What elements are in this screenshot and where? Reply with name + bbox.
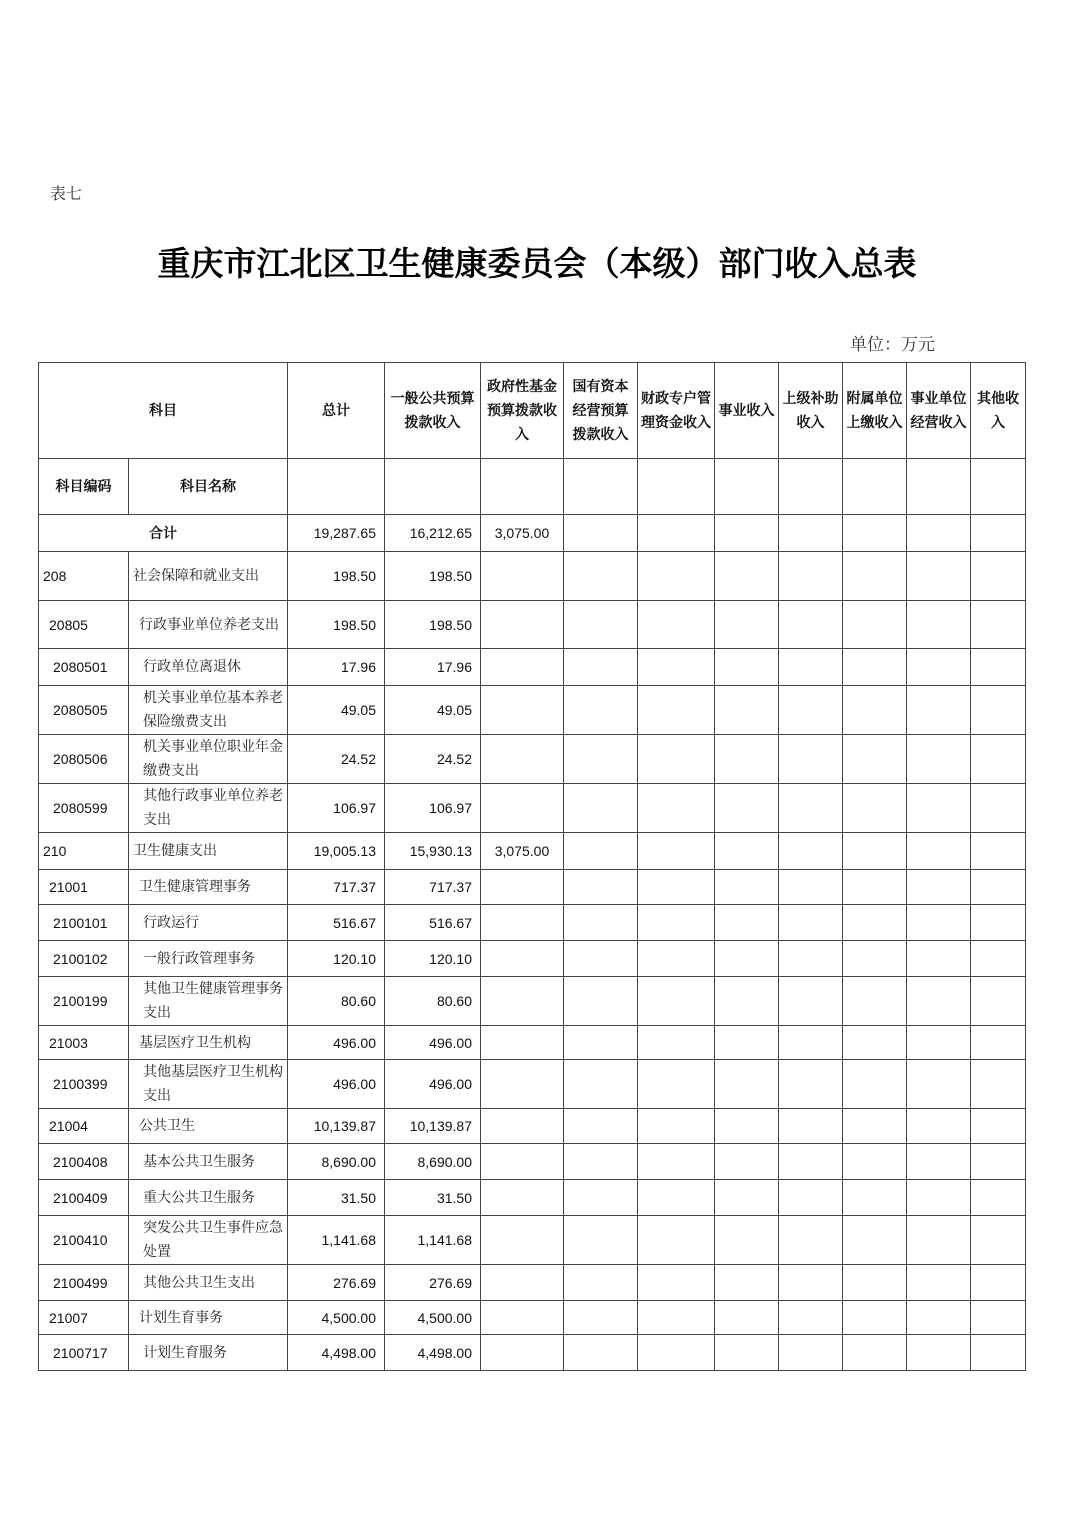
row-total: 198.50 [288, 601, 385, 649]
unit-label: 单位：万元 [850, 335, 935, 355]
empty-cell [779, 649, 843, 686]
empty-cell [971, 833, 1026, 870]
row-general: 8,690.00 [385, 1144, 481, 1180]
empty-cell [779, 552, 843, 601]
empty-cell [564, 649, 638, 686]
empty-cell [843, 905, 907, 941]
empty-cell [715, 833, 779, 870]
empty-cell [779, 1026, 843, 1060]
row-fund [481, 977, 564, 1026]
empty-cell [779, 833, 843, 870]
table-row [39, 1144, 1026, 1180]
empty-cell [564, 833, 638, 870]
empty-cell [564, 941, 638, 977]
row-fund [481, 686, 564, 735]
row-code: 2080506 [39, 735, 129, 784]
empty-cell [971, 941, 1026, 977]
row-code: 21007 [39, 1301, 129, 1335]
table-label: 表七 [50, 184, 83, 203]
empty-cell [715, 735, 779, 784]
row-fund [481, 1335, 564, 1371]
empty-cell [715, 1301, 779, 1335]
row-general: 1,141.68 [385, 1216, 481, 1265]
empty-cell [564, 1109, 638, 1144]
table-body [39, 515, 1026, 1371]
table-row [39, 1216, 1026, 1265]
empty-cell [564, 1265, 638, 1301]
empty-cell [638, 905, 715, 941]
table-row [39, 833, 1026, 870]
empty-cell [843, 1109, 907, 1144]
row-general: 516.67 [385, 905, 481, 941]
table-row [39, 1335, 1026, 1371]
row-total: 496.00 [288, 1026, 385, 1060]
row-name: 公共卫生 [129, 1109, 288, 1144]
row-name: 卫生健康支出 [129, 833, 288, 870]
empty-cell [638, 552, 715, 601]
row-name: 行政单位离退休 [129, 649, 288, 686]
row-name: 重大公共卫生服务 [129, 1180, 288, 1216]
row-fund [481, 1216, 564, 1265]
table-row [39, 1265, 1026, 1301]
empty-cell [971, 905, 1026, 941]
row-code: 2080599 [39, 784, 129, 833]
empty-cell [715, 870, 779, 905]
empty-cell [971, 1144, 1026, 1180]
empty-cell [779, 1335, 843, 1371]
empty-cell [638, 1265, 715, 1301]
empty-cell [971, 601, 1026, 649]
empty-cell [715, 552, 779, 601]
row-total: 1,141.68 [288, 1216, 385, 1265]
empty-cell [779, 1216, 843, 1265]
empty-cell [779, 905, 843, 941]
empty-cell [638, 977, 715, 1026]
empty-cell [907, 870, 971, 905]
header-other-income: 其他收入 [971, 363, 1026, 459]
empty-cell [638, 601, 715, 649]
total-value: 19,287.65 [288, 515, 385, 552]
empty-cell [971, 1026, 1026, 1060]
empty-cell [715, 649, 779, 686]
table-row [39, 977, 1026, 1026]
row-general: 276.69 [385, 1265, 481, 1301]
empty-cell [715, 1265, 779, 1301]
empty-cell [564, 784, 638, 833]
table-row [39, 1060, 1026, 1109]
empty-cell [971, 1335, 1026, 1371]
empty-cell [638, 833, 715, 870]
row-fund [481, 1026, 564, 1060]
empty-cell [779, 1144, 843, 1180]
empty-cell [843, 784, 907, 833]
empty-cell [907, 601, 971, 649]
empty-cell [715, 1026, 779, 1060]
empty-cell [907, 1180, 971, 1216]
table-row [39, 649, 1026, 686]
page-title: 重庆市江北区卫生健康委员会（本级）部门收入总表 [157, 244, 917, 283]
empty-cell [907, 1335, 971, 1371]
empty-cell [715, 784, 779, 833]
empty-cell [715, 601, 779, 649]
empty-cell [638, 870, 715, 905]
empty-cell [971, 870, 1026, 905]
empty-cell [779, 686, 843, 735]
header-code: 科目编码 [39, 459, 129, 515]
empty-cell [564, 1335, 638, 1371]
row-name: 突发公共卫生事件应急处置 [129, 1216, 288, 1265]
table-row [39, 1109, 1026, 1144]
empty-cell [715, 1144, 779, 1180]
empty-cell [971, 1180, 1026, 1216]
row-code: 2100410 [39, 1216, 129, 1265]
row-name: 机关事业单位基本养老保险缴费支出 [129, 686, 288, 735]
empty-cell [843, 1180, 907, 1216]
header-state-capital: 国有资本经营预算拨款收入 [564, 363, 638, 459]
row-fund [481, 552, 564, 601]
row-fund [481, 1144, 564, 1180]
empty-cell [715, 1060, 779, 1109]
row-general: 717.37 [385, 870, 481, 905]
empty-cell [907, 1265, 971, 1301]
header-business-income: 事业收入 [715, 363, 779, 459]
empty-cell [638, 1216, 715, 1265]
row-code: 2100399 [39, 1060, 129, 1109]
row-code: 210 [39, 833, 129, 870]
row-fund [481, 784, 564, 833]
header-business-operation: 事业单位经营收入 [907, 363, 971, 459]
table-row [39, 870, 1026, 905]
empty-cell [971, 552, 1026, 601]
row-name: 一般行政管理事务 [129, 941, 288, 977]
row-fund [481, 735, 564, 784]
row-general: 10,139.87 [385, 1109, 481, 1144]
header-subject: 科目 [39, 363, 288, 459]
empty-cell [638, 1180, 715, 1216]
row-general: 80.60 [385, 977, 481, 1026]
empty-cell [907, 552, 971, 601]
row-general: 496.00 [385, 1060, 481, 1109]
row-total: 80.60 [288, 977, 385, 1026]
empty-cell [971, 686, 1026, 735]
empty-cell [843, 686, 907, 735]
table-row [39, 686, 1026, 735]
row-general: 106.97 [385, 784, 481, 833]
table-row [39, 941, 1026, 977]
empty-cell [907, 941, 971, 977]
empty-cell [971, 649, 1026, 686]
header-general-budget: 一般公共预算拨款收入 [385, 363, 481, 459]
row-total: 4,498.00 [288, 1335, 385, 1371]
empty-cell [843, 552, 907, 601]
row-total: 198.50 [288, 552, 385, 601]
row-total: 49.05 [288, 686, 385, 735]
empty-cell [843, 601, 907, 649]
row-fund [481, 1265, 564, 1301]
empty-cell [907, 1026, 971, 1060]
header-affiliated-payment: 附属单位上缴收入 [843, 363, 907, 459]
empty-cell [843, 870, 907, 905]
row-general: 31.50 [385, 1180, 481, 1216]
empty-cell [843, 1335, 907, 1371]
row-total: 276.69 [288, 1265, 385, 1301]
row-general: 4,500.00 [385, 1301, 481, 1335]
empty-cell [779, 870, 843, 905]
row-fund: 3,075.00 [481, 833, 564, 870]
empty-cell [907, 1216, 971, 1265]
row-code: 2100408 [39, 1144, 129, 1180]
empty-cell [779, 1180, 843, 1216]
row-total: 24.52 [288, 735, 385, 784]
row-code: 2100199 [39, 977, 129, 1026]
row-name: 行政运行 [129, 905, 288, 941]
row-total: 10,139.87 [288, 1109, 385, 1144]
empty-cell [638, 941, 715, 977]
row-code: 2080505 [39, 686, 129, 735]
empty-cell [779, 1301, 843, 1335]
row-code: 21004 [39, 1109, 129, 1144]
row-fund [481, 1109, 564, 1144]
empty-cell [971, 1060, 1026, 1109]
row-code: 2100102 [39, 941, 129, 977]
empty-cell [715, 905, 779, 941]
header-total: 总计 [288, 363, 385, 459]
row-general: 17.96 [385, 649, 481, 686]
empty-cell [843, 1265, 907, 1301]
row-fund [481, 1060, 564, 1109]
empty-cell [638, 1026, 715, 1060]
empty-cell [843, 1216, 907, 1265]
row-fund [481, 941, 564, 977]
table-row [39, 1026, 1026, 1060]
row-general: 120.10 [385, 941, 481, 977]
empty-cell [564, 1180, 638, 1216]
total-row [39, 515, 1026, 552]
empty-cell [779, 977, 843, 1026]
row-total: 717.37 [288, 870, 385, 905]
empty-cell [564, 905, 638, 941]
row-name: 行政事业单位养老支出 [129, 601, 288, 649]
row-name: 社会保障和就业支出 [129, 552, 288, 601]
empty-cell [779, 1265, 843, 1301]
empty-cell [715, 977, 779, 1026]
empty-cell [564, 977, 638, 1026]
empty-cell [971, 735, 1026, 784]
empty-cell [907, 1060, 971, 1109]
table-row [39, 784, 1026, 833]
row-fund [481, 1301, 564, 1335]
row-total: 19,005.13 [288, 833, 385, 870]
empty-cell [971, 1109, 1026, 1144]
row-name: 机关事业单位职业年金缴费支出 [129, 735, 288, 784]
row-code: 2100499 [39, 1265, 129, 1301]
row-fund [481, 905, 564, 941]
row-code: 2100409 [39, 1180, 129, 1216]
row-general: 496.00 [385, 1026, 481, 1060]
header-gov-fund: 政府性基金预算拨款收入 [481, 363, 564, 459]
row-name: 基层医疗卫生机构 [129, 1026, 288, 1060]
table-row [39, 552, 1026, 601]
empty-cell [907, 905, 971, 941]
empty-cell [907, 1109, 971, 1144]
empty-cell [564, 1026, 638, 1060]
row-name: 卫生健康管理事务 [129, 870, 288, 905]
empty-cell [564, 870, 638, 905]
empty-cell [843, 1026, 907, 1060]
empty-cell [564, 1060, 638, 1109]
empty-cell [907, 784, 971, 833]
row-name: 其他公共卫生支出 [129, 1265, 288, 1301]
empty-cell [564, 686, 638, 735]
row-general: 24.52 [385, 735, 481, 784]
empty-cell [843, 649, 907, 686]
row-general: 49.05 [385, 686, 481, 735]
row-fund [481, 649, 564, 686]
empty-cell [715, 686, 779, 735]
empty-cell [715, 1335, 779, 1371]
row-general: 4,498.00 [385, 1335, 481, 1371]
empty-cell [638, 1301, 715, 1335]
empty-cell [843, 735, 907, 784]
total-fund: 3,075.00 [481, 515, 564, 552]
row-total: 8,690.00 [288, 1144, 385, 1180]
empty-cell [971, 784, 1026, 833]
row-general: 198.50 [385, 601, 481, 649]
empty-cell [564, 1301, 638, 1335]
table-row [39, 1180, 1026, 1216]
empty-cell [779, 1109, 843, 1144]
empty-cell [971, 1265, 1026, 1301]
empty-cell [843, 833, 907, 870]
total-label: 合计 [39, 515, 288, 552]
empty-cell [971, 1301, 1026, 1335]
row-code: 20805 [39, 601, 129, 649]
row-code: 2100101 [39, 905, 129, 941]
empty-cell [638, 649, 715, 686]
row-name: 其他行政事业单位养老支出 [129, 784, 288, 833]
row-fund [481, 601, 564, 649]
empty-cell [715, 1180, 779, 1216]
row-total: 516.67 [288, 905, 385, 941]
empty-cell [564, 1144, 638, 1180]
empty-cell [843, 1301, 907, 1335]
header-upper-subsidy: 上级补助收入 [779, 363, 843, 459]
empty-cell [715, 1216, 779, 1265]
table-row [39, 905, 1026, 941]
row-name: 其他卫生健康管理事务支出 [129, 977, 288, 1026]
row-code: 2080501 [39, 649, 129, 686]
row-total: 4,500.00 [288, 1301, 385, 1335]
empty-cell [715, 1109, 779, 1144]
empty-cell [907, 686, 971, 735]
empty-cell [907, 1301, 971, 1335]
row-fund [481, 1180, 564, 1216]
row-code: 21001 [39, 870, 129, 905]
row-name: 基本公共卫生服务 [129, 1144, 288, 1180]
empty-cell [638, 735, 715, 784]
row-code: 21003 [39, 1026, 129, 1060]
empty-cell [907, 977, 971, 1026]
row-general: 198.50 [385, 552, 481, 601]
empty-cell [971, 977, 1026, 1026]
empty-cell [843, 941, 907, 977]
empty-cell [564, 735, 638, 784]
empty-cell [779, 941, 843, 977]
empty-cell [779, 784, 843, 833]
empty-cell [638, 1144, 715, 1180]
income-table [38, 362, 1026, 1371]
row-total: 120.10 [288, 941, 385, 977]
empty-cell [843, 1144, 907, 1180]
empty-cell [638, 1109, 715, 1144]
empty-cell [843, 977, 907, 1026]
empty-cell [907, 735, 971, 784]
empty-cell [907, 833, 971, 870]
header-name: 科目名称 [129, 459, 288, 515]
empty-cell [638, 1060, 715, 1109]
table-row [39, 1301, 1026, 1335]
empty-cell [843, 1060, 907, 1109]
row-name: 计划生育事务 [129, 1301, 288, 1335]
empty-cell [638, 686, 715, 735]
empty-cell [907, 649, 971, 686]
empty-cell [638, 784, 715, 833]
row-fund [481, 870, 564, 905]
row-name: 其他基层医疗卫生机构支出 [129, 1060, 288, 1109]
empty-cell [779, 1060, 843, 1109]
empty-cell [971, 1216, 1026, 1265]
empty-cell [564, 552, 638, 601]
table-row [39, 735, 1026, 784]
row-total: 17.96 [288, 649, 385, 686]
row-name: 计划生育服务 [129, 1335, 288, 1371]
row-code: 2100717 [39, 1335, 129, 1371]
row-general: 15,930.13 [385, 833, 481, 870]
empty-cell [779, 735, 843, 784]
row-total: 31.50 [288, 1180, 385, 1216]
row-code: 208 [39, 552, 129, 601]
table-row [39, 601, 1026, 649]
empty-cell [779, 601, 843, 649]
empty-cell [715, 941, 779, 977]
empty-cell [564, 601, 638, 649]
total-general: 16,212.65 [385, 515, 481, 552]
empty-cell [907, 1144, 971, 1180]
row-total: 496.00 [288, 1060, 385, 1109]
empty-cell [638, 1335, 715, 1371]
row-total: 106.97 [288, 784, 385, 833]
empty-cell [564, 1216, 638, 1265]
header-fiscal-special: 财政专户管理资金收入 [638, 363, 715, 459]
